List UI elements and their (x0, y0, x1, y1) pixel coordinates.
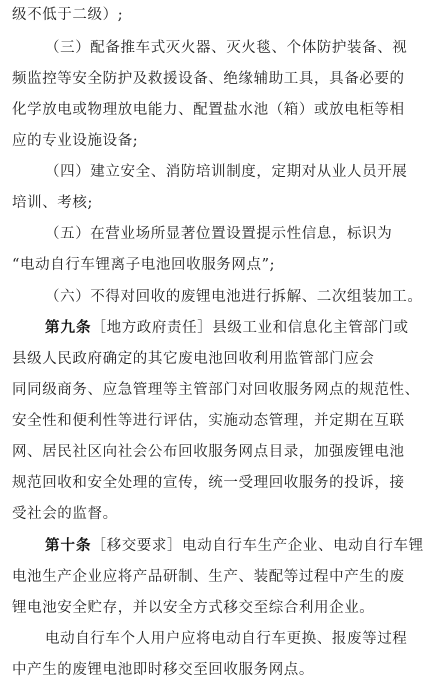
text-line: 受社会的监督。 (12, 506, 118, 522)
text-line: 同同级商务、应急管理等主管部门对回收服务网点的规范性、 (12, 382, 420, 398)
text-line: （六）不得对回收的废锂电池进行拆解、二次组装加工。 (45, 289, 423, 305)
article-nine-title-text: ［地方政府责任］县级工业和信息化主管部门或 (91, 320, 409, 336)
text-line: 频监控等安全防护及救援设备、绝缘辅助工具，具备必要的 (12, 71, 405, 87)
text-line: 化学放电或物理放电能力、配置盐水池（箱）或放电柜等相 (12, 102, 405, 118)
text-line: 级不低于二级）; (12, 7, 124, 23)
text-line: （三）配备推车式灭火器、灭火毯、个体防护装备、视 (45, 40, 408, 56)
text-line: “电动自行车锂离子电池回收服务网点”; (12, 257, 276, 273)
text-line: 县级人民政府确定的其它废电池回收利用监管部门应会 (12, 351, 375, 367)
text-line: 培训、考核; (12, 195, 93, 211)
text-line: 电池生产企业应将产品研制、生产、装配等过程中产生的废 (12, 569, 405, 585)
text-line: （五）在营业场所显著位置设置提示性信息，标识为 (45, 226, 393, 242)
text-line: 中产生的废锂电池即时移交至回收服务网点。 (12, 662, 314, 678)
text-line: 应的专业设施设备; (12, 133, 139, 149)
article-ten-title-text: ［移交要求］电动自行车生产企业、电动自行车锂 (91, 538, 424, 554)
text-line: （四）建立安全、消防培训制度，定期对从业人员开展 (45, 164, 408, 180)
article-ten-heading: 第十条 (45, 538, 92, 554)
article-nine-first-line (45, 313, 409, 343)
text-line: 锂电池安全贮存，并以安全方式移交至综合利用企业。 (12, 600, 375, 616)
text-line: 电动自行车个人用户应将电动自行车更换、报废等过程 (45, 631, 408, 647)
text-line: 网、居民社区向社会公布回收服务网点目录，加强废锂电池 (12, 444, 405, 460)
article-ten-first-line (45, 531, 424, 561)
text-line: 安全性和便利性等进行评估，实施动态管理，并定期在互联 (12, 413, 405, 429)
article-nine-heading: 第九条 (45, 320, 92, 336)
text-line: 规范回收和安全处理的宣传，统一受理回收服务的投诉，接 (12, 475, 405, 491)
